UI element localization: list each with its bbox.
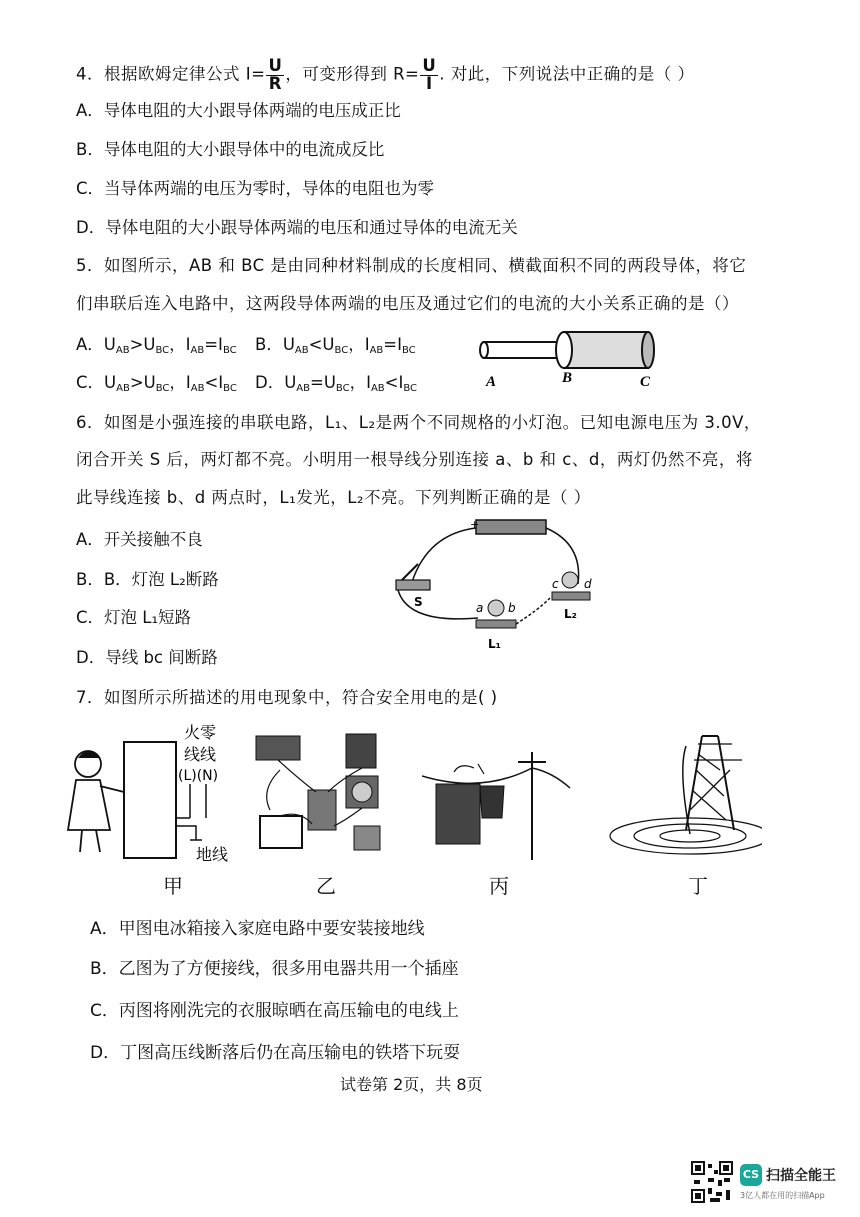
q5-option-d	[255, 369, 417, 394]
q5-a-s3: AB	[190, 345, 205, 356]
label-l2: L₂	[564, 607, 577, 621]
l1-base	[476, 620, 516, 628]
girl-arm	[100, 786, 124, 792]
cs-logo: CS	[740, 1164, 762, 1186]
q5-d-t4: <I	[384, 373, 404, 392]
appliance-cooker	[346, 734, 376, 768]
q5-d-s1: AB	[296, 383, 310, 394]
switch-icon	[396, 580, 430, 590]
l2-bulb-icon	[562, 572, 578, 588]
q6-stem-line2: 闭合开关 S 后，两灯都不亮。小明用一根导线分别连接 a、b 和 c、d，两灯仍然不亮，将	[76, 450, 753, 469]
q5-d-t3: ，I	[349, 373, 371, 392]
q5-stem-line2: 们串联后连入电路中，这两段导体两端的电压及通过它们的电流的大小关系正确的是（）	[76, 294, 739, 313]
l2-base	[552, 592, 590, 600]
series-circuit-figure	[388, 514, 603, 654]
q7-stem: 7．如图所示所描述的用电现象中，符合安全用电的是( )	[76, 688, 498, 707]
q6-stem-line3: 此导线连接 b、d 两点时，L₁发光，L₂不亮。下列判断正确的是（ ）	[76, 488, 591, 507]
fig-ding-fallen-wire	[602, 730, 762, 860]
q6-option-a: A．开关接触不良	[76, 530, 203, 549]
washer-window	[352, 782, 372, 802]
ohm-fraction-2	[420, 58, 438, 92]
q5-c-t3: ，I	[169, 373, 191, 392]
caption-jia: 甲	[163, 874, 183, 898]
wire-switch-l1	[398, 590, 478, 619]
fig-bing-clothes-on-wire	[422, 742, 572, 862]
q5-c-t1: C．U	[76, 373, 117, 392]
caption-yi: 乙	[316, 874, 336, 898]
l1-bulb-icon	[488, 600, 504, 616]
q5-a-s1: AB	[115, 345, 130, 356]
q5-a-t2: >U	[129, 335, 156, 354]
q5-a-t3: ，I	[169, 335, 191, 354]
q5-c-t2: >U	[129, 373, 156, 392]
qr-code-icon	[690, 1160, 734, 1204]
voltage-ring-outer	[610, 818, 762, 854]
q6-option-b: B．B．灯泡 L₂断路	[76, 570, 219, 589]
page-footer: 试卷第 2页，共 8页	[340, 1075, 483, 1094]
q5-b-t2: <U	[308, 335, 335, 354]
conductor-end-a	[480, 342, 488, 358]
ground-wire	[176, 818, 196, 840]
fig-yi-appliances	[250, 730, 400, 860]
wire-l1-l2	[516, 598, 550, 624]
frac1-denominator: R	[268, 73, 282, 93]
fig1-text-2: 线线	[184, 745, 217, 764]
fig1-text-1: 火零	[184, 723, 217, 742]
badge-subtitle: 3亿人都在用的扫描App	[740, 1191, 825, 1200]
q5-option-c	[76, 369, 237, 394]
fig-jia-fridge	[66, 722, 236, 862]
girl-leg-left	[80, 830, 82, 852]
q4-option-c: C．当导体两端的电压为零时，导体的电阻也为零	[76, 179, 435, 198]
badge-title: 扫描全能王	[766, 1168, 836, 1184]
label-s: S	[414, 595, 423, 609]
fridge-icon	[124, 742, 176, 858]
thick-conductor-bc	[564, 332, 648, 368]
label-c: C	[640, 374, 651, 390]
hanging-clothes-1	[436, 784, 480, 844]
label-a-point: a	[476, 601, 484, 615]
frac2-denominator: I	[426, 73, 433, 93]
q6-option-c: C．灯泡 L₁短路	[76, 608, 192, 627]
label-a: A	[486, 374, 497, 390]
q6-option-d: D．导线 bc 间断路	[76, 648, 218, 667]
ohm-fraction-1	[266, 58, 284, 92]
appliance-toaster	[256, 736, 300, 760]
q4-stem	[76, 58, 695, 92]
caption-ding: 丁	[688, 874, 708, 898]
q5-b-s1: AB	[294, 345, 309, 356]
q7-option-b: B．乙图为了方便接线，很多用电器共用一个插座	[90, 959, 459, 979]
q4-stem-mid: ，可变形得到 R=	[285, 64, 420, 84]
birds	[454, 764, 484, 774]
overloaded-socket-icon	[308, 790, 336, 830]
q5-c-t4: <I	[204, 373, 224, 392]
fig1-text-4: 地线	[196, 845, 229, 862]
q7-option-d: D．丁图高压线断落后仍在高压输电的铁塔下玩耍	[90, 1043, 461, 1063]
q5-a-s2: BC	[155, 345, 170, 356]
q5-c-s3: AB	[190, 383, 205, 394]
q5-c-s1: AB	[116, 383, 130, 394]
q5-d-s2: BC	[335, 383, 350, 394]
label-l1: L₁	[488, 637, 501, 651]
q5-d-s4: BC	[403, 383, 418, 394]
q5-a-s4: BC	[222, 345, 237, 356]
conductor-figure	[478, 326, 668, 391]
q4-stem-post: . 对此，下列说法中正确的是（ ）	[439, 64, 695, 84]
q6-stem-line1: 6．如图是小强连接的串联电路，L₁、L₂是两个不同规格的小灯泡。已知电源电压为 3.0V，	[76, 413, 761, 432]
q7-option-c: C．丙图将刚洗完的衣服晾晒在高压输电的电线上	[90, 1001, 459, 1021]
scanner-watermark	[690, 1160, 850, 1204]
power-line	[422, 768, 532, 783]
conductor-joint-b	[556, 332, 572, 368]
label-d-point: d	[584, 577, 592, 591]
q5-b-s3: AB	[369, 345, 384, 356]
caption-bing: 丙	[489, 874, 509, 898]
frac1-numerator: U	[268, 56, 283, 75]
appliance-tv	[260, 816, 302, 848]
q7-option-a: A．甲图电冰箱接入家庭电路中要安装接地线	[90, 919, 425, 939]
fig1-text-3: (L)(N)	[178, 768, 219, 784]
q5-b-s4: BC	[401, 345, 416, 356]
q5-option-b	[255, 331, 416, 356]
q5-a-t1: A．U	[76, 335, 116, 354]
label-b: B	[562, 370, 573, 386]
q4-option-a: A．导体电阻的大小跟导体两端的电压成正比	[76, 101, 401, 120]
q5-a-t4: =I	[204, 335, 223, 354]
thin-conductor-ab	[484, 342, 564, 358]
voltage-ring-mid	[634, 824, 746, 848]
q5-stem-line1: 5．如图所示，AB 和 BC 是由同种材料制成的长度相同、横截面积不同的两段导体，将它	[76, 256, 747, 275]
q5-d-s3: AB	[370, 383, 385, 394]
q5-c-s4: BC	[223, 383, 237, 394]
fallen-wire	[683, 746, 690, 834]
q5-option-a	[76, 331, 237, 356]
hanging-clothes-2	[480, 786, 504, 818]
q5-d-t1: D．U	[255, 373, 297, 392]
power-line-2	[532, 768, 570, 788]
q5-b-t4: =I	[383, 335, 402, 354]
label-c-point: c	[552, 577, 559, 591]
wire-battery-switch	[412, 528, 476, 582]
battery-plus: +	[470, 518, 480, 531]
q5-c-s2: BC	[155, 383, 170, 394]
label-b-point: b	[508, 601, 516, 615]
frac2-numerator: U	[422, 56, 437, 75]
q5-b-s2: BC	[334, 345, 349, 356]
q5-b-t3: ，I	[348, 335, 370, 354]
q4-stem-pre: 4．根据欧姆定律公式 I=	[76, 64, 266, 84]
q4-option-d: D．导体电阻的大小跟导体两端的电压和通过导体的电流无关	[76, 218, 518, 237]
q4-option-b: B．导体电阻的大小跟导体中的电流成反比	[76, 140, 385, 159]
battery-icon	[476, 520, 546, 534]
girl-leg-right	[96, 830, 100, 852]
q5-b-t1: B．U	[255, 335, 295, 354]
conductor-end-c	[642, 332, 654, 368]
appliance-kettle	[354, 826, 380, 850]
q5-d-t2: =U	[310, 373, 336, 392]
